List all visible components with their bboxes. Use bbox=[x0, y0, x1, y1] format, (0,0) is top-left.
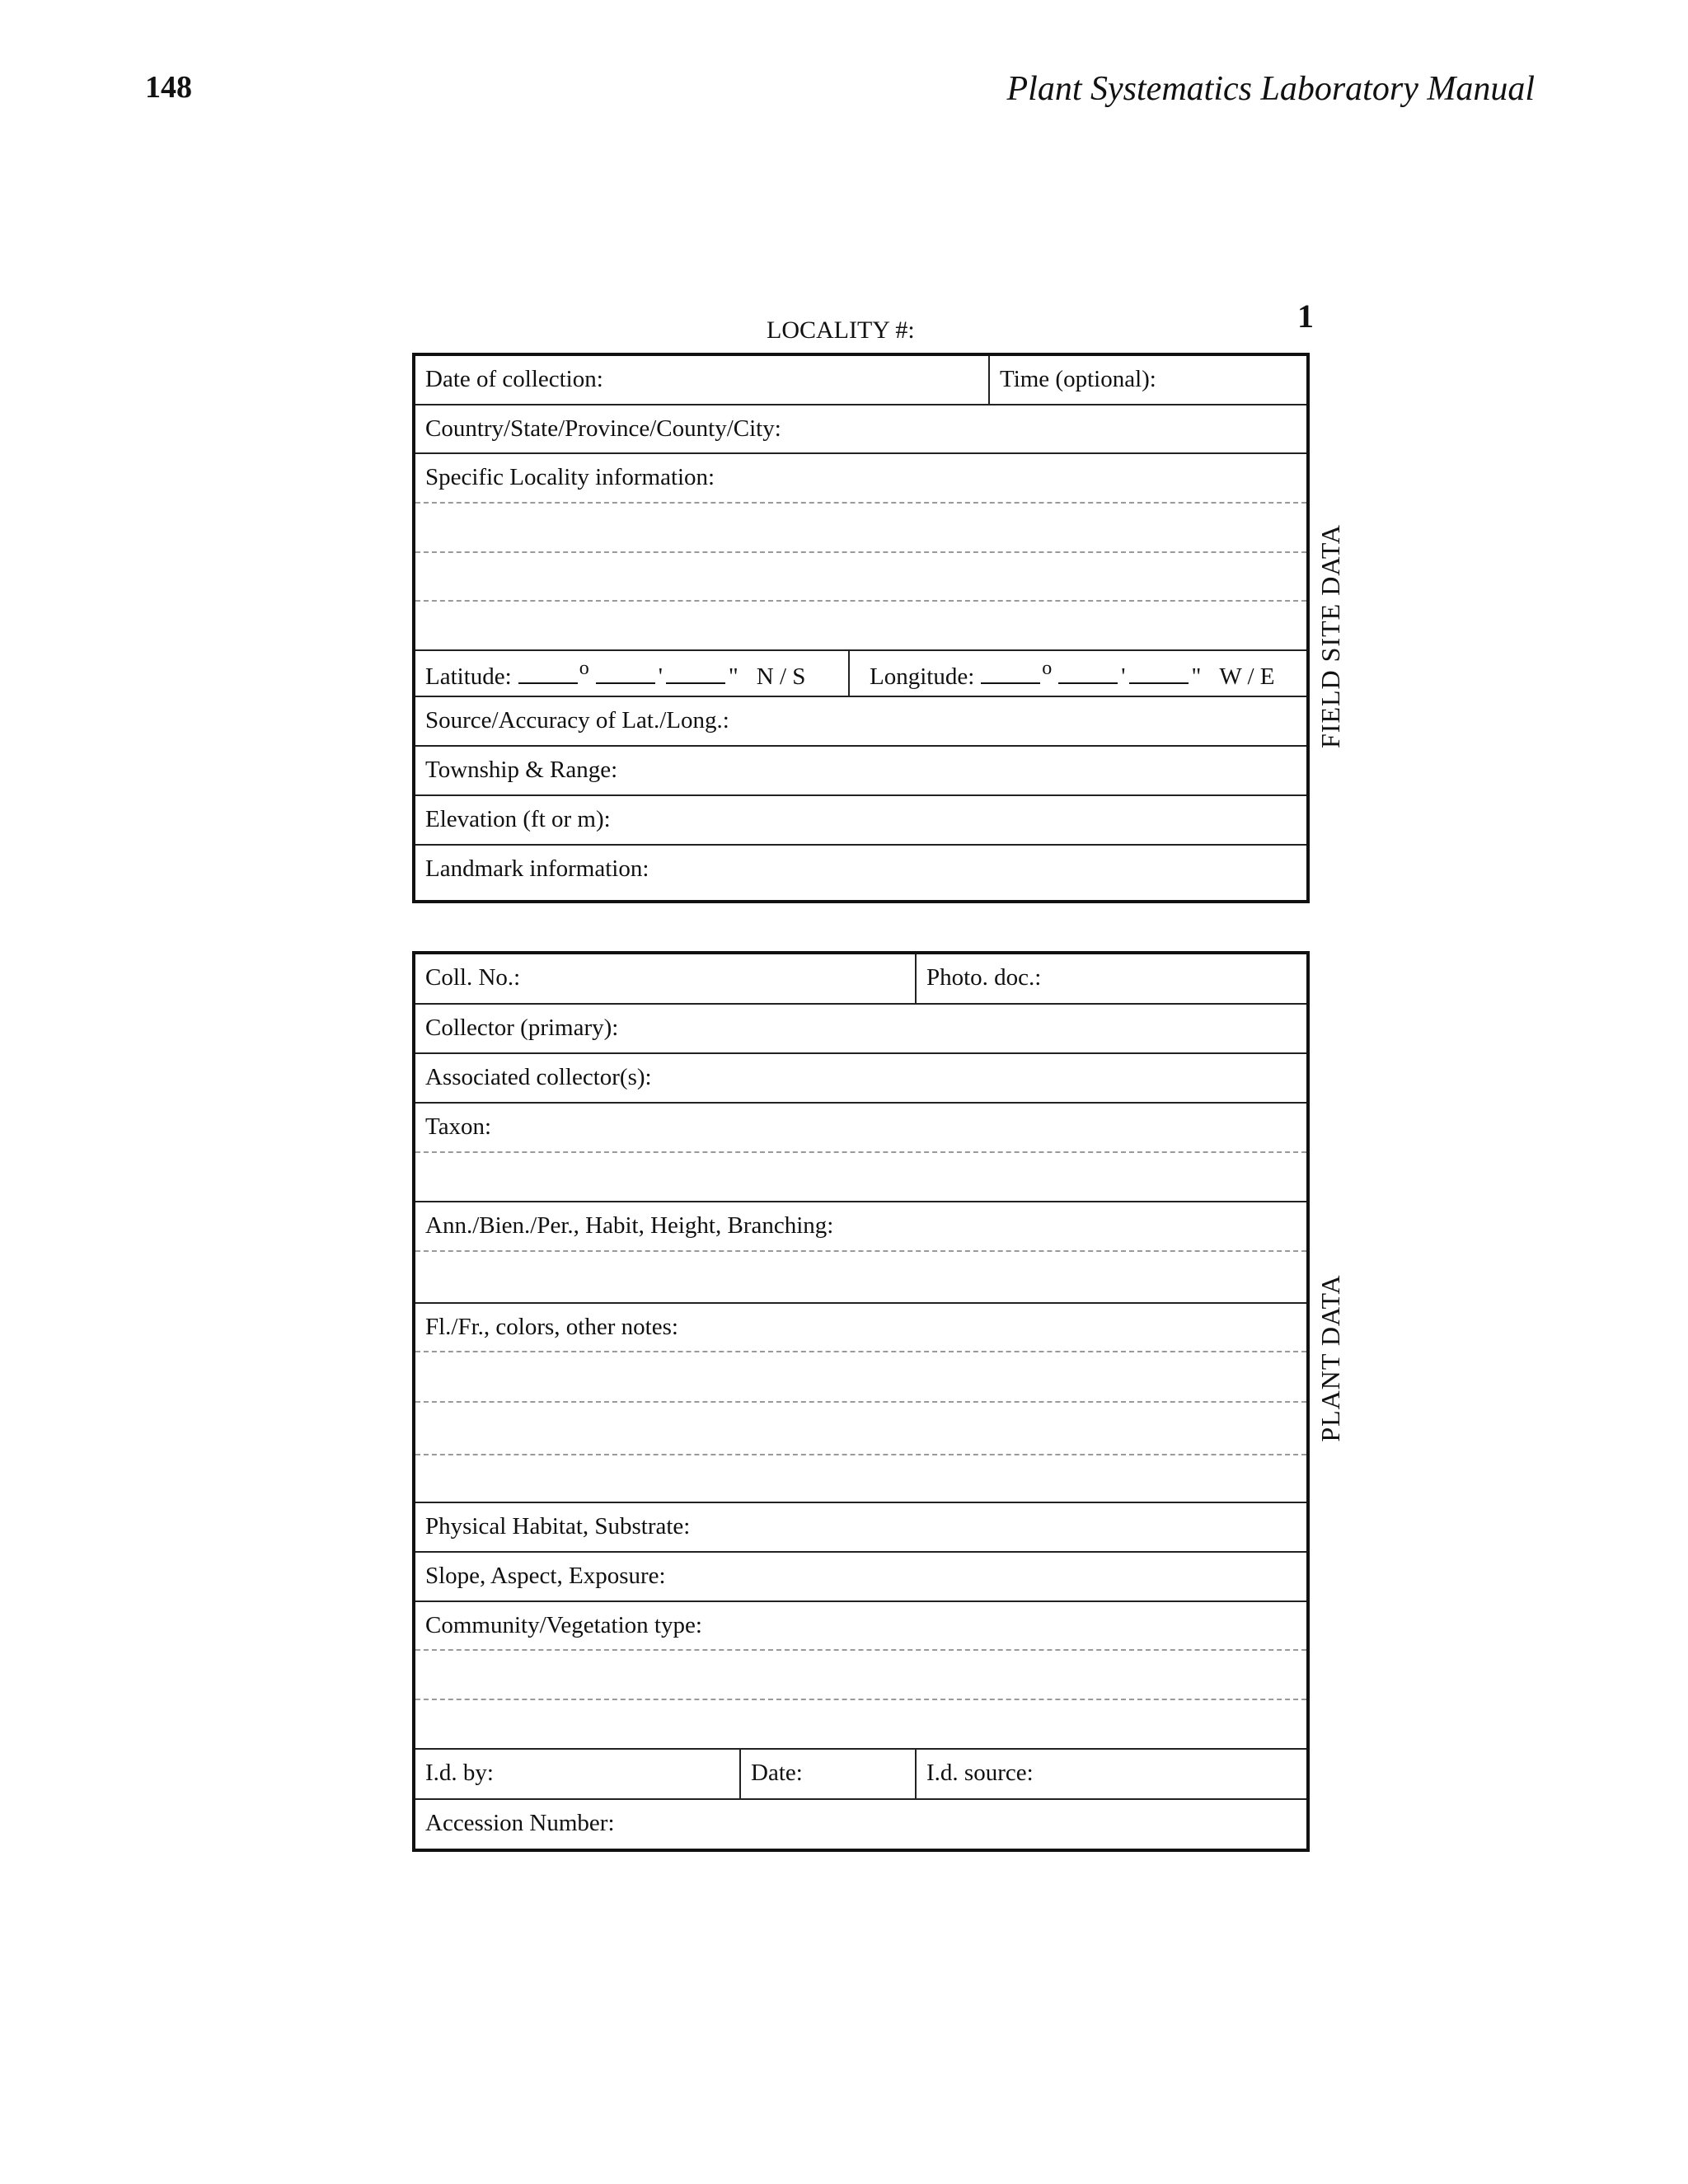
collector-primary-field[interactable] bbox=[415, 1005, 1306, 1052]
elevation-label: Elevation (ft or m): bbox=[425, 806, 611, 832]
physical-habitat-label: Physical Habitat, Substrate: bbox=[425, 1513, 691, 1540]
field-site-data-side-label: FIELD SITE DATA bbox=[1315, 524, 1345, 748]
latitude-seconds-blank[interactable] bbox=[666, 661, 725, 684]
date-of-collection-field[interactable] bbox=[415, 356, 988, 404]
specific-locality-line[interactable] bbox=[415, 553, 1306, 602]
flower-notes-line[interactable] bbox=[415, 1403, 1306, 1455]
flower-notes-label: Fl./Fr., colors, other notes: bbox=[425, 1314, 678, 1340]
id-by-field[interactable] bbox=[415, 1750, 739, 1798]
specific-locality-line[interactable] bbox=[415, 504, 1306, 553]
id-by-label: I.d. by: bbox=[425, 1760, 494, 1786]
collector-row bbox=[415, 1005, 1306, 1054]
time-field[interactable] bbox=[988, 356, 1306, 404]
community-line[interactable] bbox=[415, 1700, 1306, 1750]
locality-number-label: LOCALITY #: bbox=[767, 316, 915, 344]
slope-row bbox=[415, 1553, 1306, 1602]
specific-locality-field[interactable] bbox=[415, 454, 1306, 502]
longitude-field[interactable] bbox=[848, 651, 1306, 696]
slope-aspect-field[interactable] bbox=[415, 1553, 1306, 1601]
coll-photo-row bbox=[415, 954, 1306, 1005]
township-row bbox=[415, 747, 1306, 796]
running-head: Plant Systematics Laboratory Manual bbox=[1006, 70, 1535, 108]
country-state-label: Country/State/Province/County/City: bbox=[425, 415, 781, 442]
country-state-field[interactable] bbox=[415, 405, 1306, 452]
associated-row bbox=[415, 1054, 1306, 1104]
date-time-row bbox=[415, 356, 1306, 405]
flower-notes-line[interactable] bbox=[415, 1352, 1306, 1403]
accession-row bbox=[415, 1800, 1306, 1848]
physical-habitat-field[interactable] bbox=[415, 1503, 1306, 1551]
source-accuracy-row bbox=[415, 697, 1306, 747]
degree-mark: o bbox=[579, 658, 589, 679]
date-of-collection-label: Date of collection: bbox=[425, 366, 603, 392]
township-range-label: Township & Range: bbox=[425, 757, 618, 783]
community-row bbox=[415, 1602, 1306, 1651]
minute-mark: ' bbox=[658, 663, 663, 690]
longitude-seconds-blank[interactable] bbox=[1129, 661, 1189, 684]
latitude-field[interactable] bbox=[415, 651, 848, 696]
accession-number-label: Accession Number: bbox=[425, 1810, 615, 1836]
slope-aspect-label: Slope, Aspect, Exposure: bbox=[425, 1563, 666, 1589]
collector-primary-label: Collector (primary): bbox=[425, 1015, 619, 1041]
id-source-field[interactable] bbox=[915, 1750, 1306, 1798]
elevation-row bbox=[415, 796, 1306, 846]
minute-mark: ' bbox=[1121, 663, 1126, 690]
photo-doc-label: Photo. doc.: bbox=[926, 964, 1042, 991]
time-label: Time (optional): bbox=[1000, 366, 1156, 392]
identification-row bbox=[415, 1750, 1306, 1800]
plant-data-side-label: PLANT DATA bbox=[1315, 1274, 1345, 1442]
latitude-minutes-blank[interactable] bbox=[596, 661, 655, 684]
page-number: 148 bbox=[145, 70, 192, 105]
habit-line[interactable] bbox=[415, 1252, 1306, 1304]
flower-notes-line[interactable] bbox=[415, 1455, 1306, 1503]
taxon-row bbox=[415, 1104, 1306, 1153]
specific-locality-label: Specific Locality information: bbox=[425, 464, 715, 490]
community-vegetation-field[interactable] bbox=[415, 1602, 1306, 1649]
lat-long-row bbox=[415, 651, 1306, 697]
latitude-degrees-blank[interactable] bbox=[518, 661, 578, 684]
landmark-row bbox=[415, 846, 1306, 900]
plant-data-form bbox=[412, 951, 1310, 1852]
coll-no-label: Coll. No.: bbox=[425, 964, 521, 991]
card-number: 1 bbox=[1297, 298, 1314, 335]
flower-notes-field[interactable] bbox=[415, 1304, 1306, 1351]
township-range-field[interactable] bbox=[415, 747, 1306, 794]
associated-collectors-label: Associated collector(s): bbox=[425, 1064, 652, 1090]
photo-doc-field[interactable] bbox=[915, 954, 1306, 1003]
degree-mark: o bbox=[1042, 658, 1053, 679]
taxon-field[interactable] bbox=[415, 1104, 1306, 1151]
longitude-degrees-blank[interactable] bbox=[981, 661, 1040, 684]
taxon-line[interactable] bbox=[415, 1153, 1306, 1202]
landmark-field[interactable] bbox=[415, 846, 1306, 900]
id-date-label: Date: bbox=[751, 1760, 803, 1786]
second-mark: " bbox=[728, 663, 738, 690]
community-vegetation-label: Community/Vegetation type: bbox=[425, 1612, 702, 1638]
longitude-minutes-blank[interactable] bbox=[1058, 661, 1118, 684]
community-line[interactable] bbox=[415, 1651, 1306, 1700]
second-mark: " bbox=[1191, 663, 1202, 690]
habit-label: Ann./Bien./Per., Habit, Height, Branching: bbox=[425, 1212, 834, 1239]
specific-locality-line[interactable] bbox=[415, 602, 1306, 651]
habit-row bbox=[415, 1202, 1306, 1252]
longitude-label: Longitude: bbox=[870, 663, 975, 690]
specific-locality-row bbox=[415, 454, 1306, 504]
associated-collectors-field[interactable] bbox=[415, 1054, 1306, 1102]
country-row bbox=[415, 405, 1306, 454]
id-source-label: I.d. source: bbox=[926, 1760, 1034, 1786]
habit-field[interactable] bbox=[415, 1202, 1306, 1250]
longitude-hemisphere: W / E bbox=[1219, 663, 1275, 690]
landmark-label: Landmark information: bbox=[425, 855, 649, 882]
source-accuracy-field[interactable] bbox=[415, 697, 1306, 745]
flower-notes-row bbox=[415, 1304, 1306, 1352]
accession-number-field[interactable] bbox=[415, 1800, 1306, 1848]
field-site-data-form bbox=[412, 353, 1310, 903]
latitude-hemisphere: N / S bbox=[756, 663, 806, 690]
latitude-label: Latitude: bbox=[425, 663, 512, 690]
habitat-row bbox=[415, 1503, 1306, 1553]
id-date-field[interactable] bbox=[739, 1750, 915, 1798]
coll-no-field[interactable] bbox=[415, 954, 915, 1003]
elevation-field[interactable] bbox=[415, 796, 1306, 844]
source-accuracy-label: Source/Accuracy of Lat./Long.: bbox=[425, 707, 729, 733]
taxon-label: Taxon: bbox=[425, 1113, 492, 1140]
